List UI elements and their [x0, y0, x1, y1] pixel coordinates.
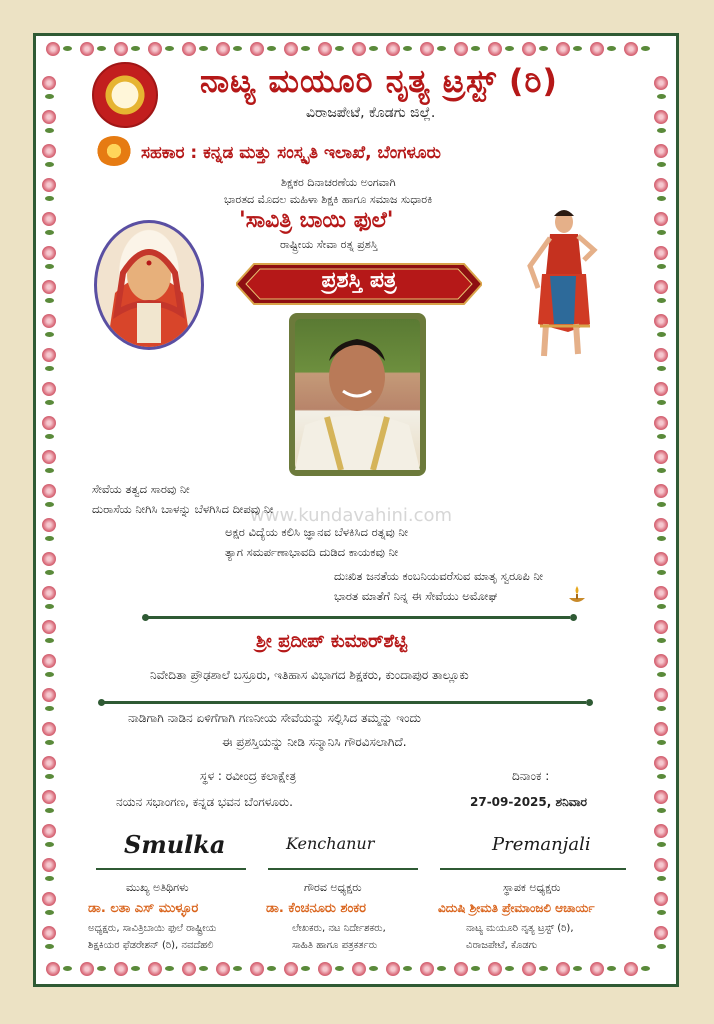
leaf-ornament	[539, 966, 548, 971]
leaf-ornament	[471, 966, 480, 971]
flower-ornament	[42, 824, 56, 838]
flower-ornament	[42, 246, 56, 260]
flower-ornament	[42, 620, 56, 634]
flower-ornament	[42, 654, 56, 668]
flower-ornament	[42, 314, 56, 328]
leaf-ornament	[657, 536, 666, 541]
flower-ornament	[42, 110, 56, 124]
flower-ornament	[114, 962, 128, 976]
leaf-ornament	[45, 264, 54, 269]
leaf-ornament	[45, 944, 54, 949]
leaf-ornament	[657, 570, 666, 575]
leaf-ornament	[45, 502, 54, 507]
award-person-name: 'ಸಾವಿತ್ರಿ ಬಾಯಿ ಫುಲೆ'	[239, 208, 394, 233]
leaf-ornament	[657, 740, 666, 745]
flower-ornament	[654, 76, 668, 90]
signatory-2-name: ಡಾ. ಕೆಂಚನೂರು ಶಂಕರ	[266, 901, 367, 916]
leaf-ornament	[437, 966, 446, 971]
flower-ornament	[590, 42, 604, 56]
leaf-ornament	[657, 604, 666, 609]
leaf-ornament	[335, 46, 344, 51]
leaf-ornament	[335, 966, 344, 971]
leaf-ornament	[45, 842, 54, 847]
flower-ornament	[42, 144, 56, 158]
flower-ornament	[80, 962, 94, 976]
signatory-3-name: ವಿದುಷಿ ಶ್ರೀಮತಿ ಪ್ರೇಮಾಂಜಲಿ ಆಚಾರ್ಯ	[438, 901, 595, 915]
flower-ornament	[624, 42, 638, 56]
flower-ornament	[216, 962, 230, 976]
leaf-ornament	[657, 230, 666, 235]
flower-ornament	[654, 824, 668, 838]
leaf-ornament	[369, 966, 378, 971]
leaf-ornament	[657, 298, 666, 303]
flower-ornament	[318, 962, 332, 976]
flower-ornament	[590, 962, 604, 976]
leaf-ornament	[45, 672, 54, 677]
flower-ornament	[654, 110, 668, 124]
leaf-ornament	[657, 842, 666, 847]
leaf-ornament	[657, 672, 666, 677]
leaf-ornament	[573, 46, 582, 51]
leaf-ornament	[45, 298, 54, 303]
flower-ornament	[654, 178, 668, 192]
leaf-ornament	[267, 46, 276, 51]
flower-ornament	[148, 962, 162, 976]
leaf-ornament	[657, 366, 666, 371]
leaf-ornament	[45, 570, 54, 575]
leaf-ornament	[45, 536, 54, 541]
flower-ornament	[42, 212, 56, 226]
flower-ornament	[654, 926, 668, 940]
leaf-ornament	[165, 966, 174, 971]
flower-ornament	[42, 76, 56, 90]
flower-ornament	[654, 280, 668, 294]
signatory-1-desc-2: ಶಿಕ್ಷಕಿಯರ ಫೆಡರೇಶನ್ (ರಿ), ನವದೆಹಲಿ	[88, 940, 214, 951]
poem-line-5: ದುಃಖಿತ ಜನತೆಯ ಕಂಬನಿಯವರೆಸುವ ಮಾತೃ ಸ್ವರೂಪಿ ನೀ	[334, 569, 544, 583]
flower-ornament	[654, 382, 668, 396]
divider-line	[104, 701, 586, 704]
signatory-2-role: ಗೌರವ ಅಧ್ಯಕ್ಷರು	[304, 881, 362, 894]
venue-label: ಸ್ಥಳ : ರವೀಂದ್ರ ಕಲಾಕ್ಷೇತ್ರ	[200, 769, 297, 783]
lamp-icon	[566, 584, 588, 606]
leaf-ornament	[45, 196, 54, 201]
ribbon-title: ಪ್ರಶಸ್ತಿ ಪತ್ರ	[321, 268, 397, 293]
leaf-ornament	[45, 910, 54, 915]
flower-ornament	[624, 962, 638, 976]
leaf-ornament	[131, 966, 140, 971]
leaf-ornament	[607, 46, 616, 51]
leaf-ornament	[657, 162, 666, 167]
flower-ornament	[386, 42, 400, 56]
flower-ornament	[654, 858, 668, 872]
signatory-1-role: ಮುಖ್ಯ ಅತಿಥಿಗಳು	[126, 881, 189, 894]
leaf-ornament	[657, 434, 666, 439]
leaf-ornament	[657, 128, 666, 133]
leaf-ornament	[657, 944, 666, 949]
signatory-1-desc-1: ಅಧ್ಯಕ್ಷರು, ಸಾವಿತ್ರಿಬಾಯಿ ಫುಲೆ ರಾಷ್ಟ್ರೀಯ	[88, 923, 217, 934]
leaf-ornament	[45, 434, 54, 439]
trust-logo	[92, 62, 158, 128]
flower-ornament	[352, 962, 366, 976]
leaf-ornament	[45, 740, 54, 745]
leaf-ornament	[45, 774, 54, 779]
leaf-ornament	[657, 196, 666, 201]
citation-line-2: ಈ ಪ್ರಶಸ್ತಿಯನ್ನು ನೀಡಿ ಸನ್ಮಾನಿಸಿ ಗೌರವಿಸಲಾಗಿದೆ.	[222, 735, 407, 749]
date-value: 27-09-2025, ಶನಿವಾರ	[470, 795, 588, 809]
leaf-ornament	[45, 604, 54, 609]
flower-ornament	[284, 42, 298, 56]
flower-ornament	[654, 552, 668, 566]
signatory-3-desc-2: ವಿರಾಜಪೇಟೆ, ಕೊಡಗು	[466, 940, 538, 951]
flower-ornament	[80, 42, 94, 56]
flower-ornament	[654, 212, 668, 226]
leaf-ornament	[539, 46, 548, 51]
leaf-ornament	[657, 706, 666, 711]
flower-ornament	[42, 552, 56, 566]
flower-ornament	[42, 518, 56, 532]
signature-line	[440, 868, 626, 870]
flower-ornament	[420, 42, 434, 56]
poem-line-2: ದುರಾಸೆಯ ನೀಗಿಸಿ ಬಾಳನ್ನು ಬೆಳಗಿಸಿದ ದೀಪವು ನೀ	[92, 502, 274, 516]
flower-ornament	[654, 586, 668, 600]
leaf-ornament	[437, 46, 446, 51]
leaf-ornament	[607, 966, 616, 971]
flower-ornament	[284, 962, 298, 976]
flower-ornament	[556, 42, 570, 56]
leaf-ornament	[97, 46, 106, 51]
flower-ornament	[42, 382, 56, 396]
flower-ornament	[654, 892, 668, 906]
flower-ornament	[42, 722, 56, 736]
flower-ornament	[216, 42, 230, 56]
leaf-ornament	[403, 966, 412, 971]
leaf-ornament	[301, 966, 310, 971]
flower-ornament	[654, 416, 668, 430]
sahakara-value: ಕನ್ನಡ ಮತ್ತು ಸಂಸ್ಕೃತಿ ಇಲಾಖೆ, ಬೆಂಗಳೂರು	[203, 143, 441, 163]
poem-line-4: ತ್ಯಾಗ ಸಮರ್ಪಣಾಭಾವದಿ ದುಡಿದ ಕಾಯಕವು ನೀ	[225, 545, 399, 559]
flower-ornament	[654, 144, 668, 158]
leaf-ornament	[657, 264, 666, 269]
flower-ornament	[654, 484, 668, 498]
leaf-ornament	[45, 400, 54, 405]
flower-ornament	[182, 42, 196, 56]
flower-ornament	[654, 450, 668, 464]
leaf-ornament	[45, 706, 54, 711]
flower-ornament	[654, 790, 668, 804]
leaf-ornament	[657, 774, 666, 779]
signatory-3-desc-1: ನಾಟ್ಯ ಮಯೂರಿ ನೃತ್ಯ ಟ್ರಸ್ಟ್ (ರಿ),	[466, 923, 574, 934]
leaf-ornament	[45, 808, 54, 813]
leaf-ornament	[45, 366, 54, 371]
department-logo	[96, 136, 132, 166]
signatory-2-desc-1: ಲೇಖಕರು, ನಟ ನಿರ್ದೇಶಕರು,	[292, 923, 386, 934]
flower-ornament	[42, 178, 56, 192]
leaf-ornament	[573, 966, 582, 971]
leaf-ornament	[657, 400, 666, 405]
trust-location: ವಿರಾಜಪೇಟೆ, ಕೊಡಗು ಜಿಲ್ಲೆ.	[306, 105, 436, 121]
flower-ornament	[654, 246, 668, 260]
occasion-line-2: ಭಾರತದ ಮೊದಲ ಮಹಿಳಾ ಶಿಕ್ಷಕಿ ಹಾಗೂ ಸಮಾಜ ಸುಧಾರಕಿ	[224, 193, 433, 206]
poem-line-6: ಭಾರತ ಮಾತೆಗೆ ನಿನ್ನ ಈ ಸೇವೆಯು ಅಮೋಘ	[334, 589, 497, 603]
leaf-ornament	[471, 46, 480, 51]
leaf-ornament	[63, 966, 72, 971]
divider-dot-right	[570, 614, 577, 621]
signatory-3-role: ಸ್ಥಾಪಕ ಅಧ್ಯಕ್ಷರು	[503, 881, 561, 894]
recipient-name: ಶ್ರೀ ಪ್ರದೀಪ್ ಕುಮಾರ್‌ಶೆಟ್ಟಿ	[256, 631, 408, 652]
flower-ornament	[42, 688, 56, 702]
leaf-ornament	[45, 468, 54, 473]
leaf-ornament	[45, 128, 54, 133]
flower-ornament	[318, 42, 332, 56]
leaf-ornament	[45, 332, 54, 337]
leaf-ornament	[505, 46, 514, 51]
flower-ornament	[654, 348, 668, 362]
flower-ornament	[654, 722, 668, 736]
poem-line-1: ಸೇವೆಯ ತತ್ವದ ಸಾರವು ನೀ	[92, 482, 190, 496]
leaf-ornament	[131, 46, 140, 51]
venue-detail: ನಯನ ಸಭಾಂಗಣ, ಕನ್ನಡ ಭವನ ಬೆಂಗಳೂರು.	[116, 795, 293, 809]
flower-ornament	[42, 756, 56, 770]
flower-ornament	[454, 42, 468, 56]
signature-1: Smulka	[124, 830, 226, 859]
flower-ornament	[420, 962, 434, 976]
poem-line-3: ಅಕ್ಷರ ವಿದ್ಯೆಯ ಕಲಿಸಿ ಜ್ಞಾನವ ಬೆಳಕಿಸಿದ ರತ್ನವು ನೀ	[225, 525, 409, 539]
watermark: www.kundavahini.com	[250, 505, 453, 526]
leaf-ornament	[45, 162, 54, 167]
flower-ornament	[654, 518, 668, 532]
leaf-ornament	[233, 46, 242, 51]
leaf-ornament	[199, 966, 208, 971]
trust-name: ನಾಟ್ಯ ಮಯೂರಿ ನೃತ್ಯ ಟ್ರಸ್ಟ್ (ರಿ)	[200, 62, 559, 100]
leaf-ornament	[657, 502, 666, 507]
award-name: ರಾಷ್ಟ್ರೀಯ ಸೇವಾ ರತ್ನ ಪ್ರಶಸ್ತಿ	[280, 238, 378, 251]
signature-2: Kenchanur	[286, 834, 375, 853]
flower-ornament	[42, 926, 56, 940]
flower-ornament	[250, 962, 264, 976]
flower-ornament	[654, 688, 668, 702]
flower-ornament	[454, 962, 468, 976]
flower-ornament	[42, 348, 56, 362]
leaf-ornament	[301, 46, 310, 51]
signature-line	[96, 868, 246, 870]
leaf-ornament	[369, 46, 378, 51]
flower-ornament	[522, 962, 536, 976]
leaf-ornament	[403, 46, 412, 51]
flower-ornament	[250, 42, 264, 56]
flower-ornament	[42, 416, 56, 430]
leaf-ornament	[505, 966, 514, 971]
leaf-ornament	[657, 808, 666, 813]
leaf-ornament	[63, 46, 72, 51]
sahakara-line	[141, 143, 441, 163]
signatory-2-desc-2: ಸಾಹಿತಿ ಹಾಗೂ ಪತ್ರಕರ್ತರು	[292, 940, 378, 951]
date-label: ದಿನಾಂಕ :	[512, 769, 550, 783]
flower-ornament	[182, 962, 196, 976]
leaf-ornament	[657, 94, 666, 99]
flower-ornament	[386, 962, 400, 976]
leaf-ornament	[641, 966, 650, 971]
flower-ornament	[114, 42, 128, 56]
signature-line	[268, 868, 418, 870]
divider-dot-right	[586, 699, 593, 706]
flower-ornament	[42, 586, 56, 600]
leaf-ornament	[199, 46, 208, 51]
flower-ornament	[654, 756, 668, 770]
leaf-ornament	[45, 638, 54, 643]
flower-ornament	[42, 280, 56, 294]
signatory-1-name: ಡಾ. ಲತಾ ಎಸ್ ಮುಳ್ಳೂರ	[88, 901, 199, 916]
dancer-illustration	[520, 204, 600, 364]
flower-ornament	[654, 654, 668, 668]
leaf-ornament	[657, 910, 666, 915]
flower-ornament	[556, 962, 570, 976]
flower-ornament	[522, 42, 536, 56]
occasion-line-1: ಶಿಕ್ಷಕರ ದಿನಾಚರಣೆಯ ಅಂಗವಾಗಿ	[281, 176, 396, 189]
leaf-ornament	[657, 468, 666, 473]
leaf-ornament	[657, 332, 666, 337]
leaf-ornament	[641, 46, 650, 51]
flower-ornament	[654, 314, 668, 328]
flower-ornament	[42, 892, 56, 906]
flower-ornament	[46, 42, 60, 56]
flower-ornament	[488, 42, 502, 56]
recipient-photo	[289, 313, 426, 476]
savitribai-portrait	[94, 220, 204, 350]
divider-line	[148, 616, 570, 619]
leaf-ornament	[267, 966, 276, 971]
signature-3: Premanjali	[492, 834, 591, 855]
sahakara-label: ಸಹಕಾರ :	[141, 143, 198, 163]
flower-ornament	[352, 42, 366, 56]
leaf-ornament	[657, 638, 666, 643]
flower-ornament	[42, 484, 56, 498]
flower-ornament	[46, 962, 60, 976]
leaf-ornament	[165, 46, 174, 51]
citation-line-1: ನಾಡಿಗಾಗಿ ನಾಡಿನ ಏಳಿಗೆಗಾಗಿ ಗಣನೀಯ ಸೇವೆಯನ್ನು ಸಲ್ಲಿಸಿದ ತಮ್ಮನ್ನು ಇಂದು	[128, 711, 421, 725]
recipient-designation: ನಿವೇದಿತಾ ಪ್ರೌಢಶಾಲೆ ಬಸ್ರೂರು, ಇತಿಹಾಸ ವಿಭಾಗದ ಶಿಕ್ಷಕರು, ಕುಂದಾಪುರ ತಾಲ್ಲೂಕು	[150, 668, 469, 682]
flower-ornament	[488, 962, 502, 976]
flower-ornament	[654, 620, 668, 634]
flower-ornament	[42, 790, 56, 804]
leaf-ornament	[45, 94, 54, 99]
flower-ornament	[148, 42, 162, 56]
leaf-ornament	[233, 966, 242, 971]
leaf-ornament	[97, 966, 106, 971]
flower-ornament	[42, 858, 56, 872]
flower-ornament	[42, 450, 56, 464]
leaf-ornament	[45, 876, 54, 881]
leaf-ornament	[657, 876, 666, 881]
leaf-ornament	[45, 230, 54, 235]
